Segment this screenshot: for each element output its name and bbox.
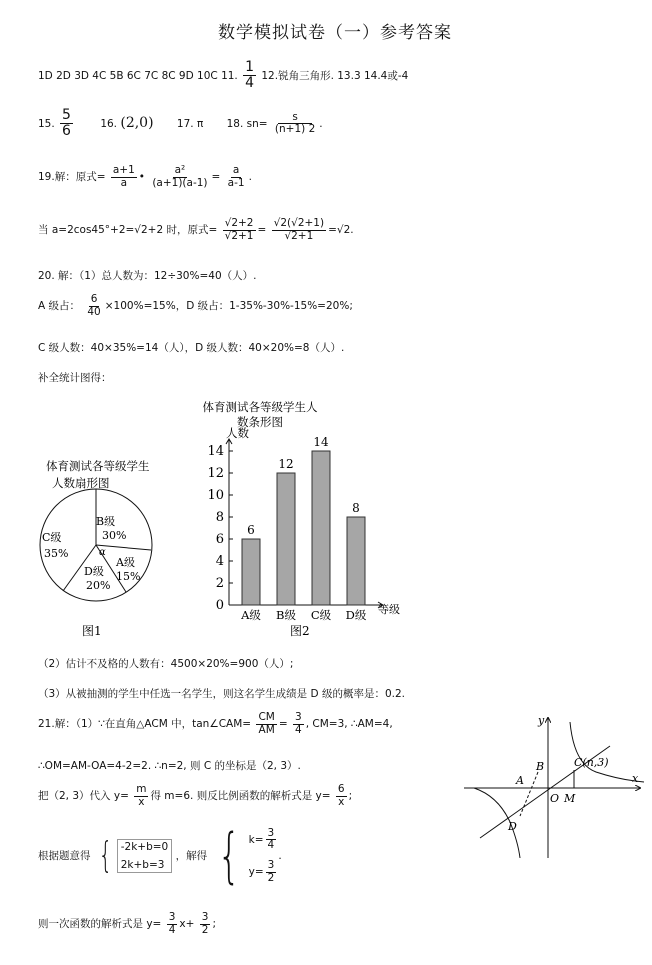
point-a-label: A <box>516 774 524 787</box>
function-graph <box>460 712 646 862</box>
q16-value: (2,0) <box>120 114 154 131</box>
bar <box>312 451 330 605</box>
y-tick-label: 2 <box>215 576 224 591</box>
bar-x-axis-label: 等级 <box>378 603 400 616</box>
q16-label: 16. <box>100 117 118 130</box>
category-label: B级 <box>276 608 296 622</box>
y-tick-label: 12 <box>207 466 224 481</box>
category-label: A级 <box>241 608 261 622</box>
q21-inverse-function: 把（2, 3）代入 y= $\frac{m}{x}$ 得 m=6. 则反比例函数的解析式是 y= $\frac{6}{x}$ ; <box>38 783 353 808</box>
page-title: 数学模拟试卷（一）参考答案 <box>218 23 452 43</box>
q20-counts: C 级人数：40×35%=14（人），D 级人数：40×20%=8（人）. <box>38 342 345 354</box>
pie-b-pct: 30% <box>102 529 127 542</box>
choice-answers: 1D 2D 3D 4C 5B 6C 7C 8C 9D 10C 11. <box>38 69 238 82</box>
y-axis-label: y <box>538 714 545 727</box>
q19-fraction-3: $\frac{a}{a-1}$ <box>227 164 245 189</box>
q12-14-answers: 12.锐角三角形. 13.3 14.4或-4 <box>261 69 409 82</box>
q11-fraction: $\frac{1}{4}$ <box>245 59 255 92</box>
equation-system: { -2k+b=0 2k+b=3 <box>94 838 172 874</box>
q21-slope-fraction: $\frac{3}{4}$ <box>168 911 176 936</box>
bar-value-label: 14 <box>313 435 329 449</box>
x-axis-label: x <box>632 772 639 785</box>
bar-chart <box>207 435 383 622</box>
q20-probability: （3）从被抽测的学生中任选一名学生，则这名学生成绩是 D 级的概率是：0.2. <box>38 688 405 700</box>
answers-line-1 <box>38 60 408 92</box>
bar-value-label: 12 <box>278 457 294 471</box>
q20-estimate: （2）估计不及格的人数有：4500×20%=900（人）; <box>38 658 294 670</box>
bar-title-2: 数条形图 <box>237 415 283 429</box>
q21-m-over-x: $\frac{m}{x}$ <box>136 783 147 808</box>
q15-fraction: $\frac{5}{6}$ <box>62 107 71 140</box>
q18-fraction: $\frac{s}{(n+1) 2}$ <box>274 110 316 136</box>
q21-intercept-fraction: $\frac{3}{2}$ <box>201 911 209 936</box>
q15-label: 15. <box>38 117 55 130</box>
q20-complete-chart: 补全统计图得： <box>38 372 112 384</box>
bar-title-1: 体育测试各等级学生人 <box>202 400 318 414</box>
point-d-label: D <box>508 820 517 833</box>
bar-caption: 图2 <box>290 624 310 638</box>
y-tick-label: 8 <box>215 510 224 525</box>
pie-c-pct: 35% <box>44 547 69 560</box>
q19-fraction-2: $\frac{\text{a²}}{(a+1)(a-1)}$ <box>152 164 208 189</box>
q18-label: 18. sn= <box>226 117 268 130</box>
q19-eval-fraction-2: $\frac{√2(√2+1)}{√2+1}$ <box>273 217 325 242</box>
category-label: C级 <box>310 608 332 622</box>
category-label: D级 <box>345 608 367 622</box>
q19-eval-fraction-1: $\frac{√2+2}{√2+1}$ <box>224 217 254 242</box>
pie-caption: 图1 <box>82 624 102 638</box>
q21-system: 根据题意得 { -2k+b=0 2k+b=3 ，解得 { k= $\frac{3}{4}$ y= $\frac{3}{2}$ . <box>38 821 282 891</box>
answers-line-2: 15. $\frac{5}{6}$ 16. (2,0) 17. π 18. sn= $\frac{s}{(n+1) 2}$ . <box>38 107 323 140</box>
q21-6-over-x: $\frac{6}{x}$ <box>337 783 345 808</box>
pie-chart <box>40 489 152 601</box>
bar <box>347 517 365 605</box>
pie-b-label: B级 <box>96 515 116 528</box>
y-tick-label: 6 <box>215 532 224 547</box>
bar <box>277 473 295 605</box>
pie-alpha-label: α <box>99 547 106 558</box>
y-tick-label: 0 <box>215 598 224 613</box>
q19-simplify: 19.解：原式= $\frac{a+1}{a}$ • $\frac{\text{a²}}{(a+1)(a-1)}$ = $\frac{a}{a-1}$ . <box>38 164 252 189</box>
q21-tan: 21.解：（1）∵在直角△ACM 中，tan∠CAM= $\frac{CM}{AM}$ = $\frac{3}{4}$ , CM=3, ∴AM=4, <box>38 711 393 736</box>
point-c-label: C(n,3) <box>574 756 609 769</box>
bar-value-label: 8 <box>352 501 360 515</box>
y-tick-label: 14 <box>207 444 224 459</box>
bar <box>242 539 260 605</box>
bar-y-axis-label: 人数 <box>226 426 249 440</box>
q21-linear-function: 则一次函数的解析式是 y= $\frac{3}{4}$ x+ $\frac{3}{2}$ ; <box>38 911 216 936</box>
q21-coordinates: ∴OM=AM-OA=4-2=2. ∴n=2, 则 C 的坐标是（2, 3）. <box>38 760 301 772</box>
y-tick-label: 10 <box>207 488 224 503</box>
q20-fraction: $\frac{6}{40}$ <box>87 293 101 318</box>
statistics-figure <box>38 395 418 645</box>
q20-percentages: A 级占： $\frac{6}{40}$ ×100%=15%，D 级占：1-35%-30%-15%=20%; <box>38 293 353 318</box>
pie-d-label: D级 <box>84 565 104 578</box>
pie-title-2: 人数扇形图 <box>52 476 110 490</box>
pie-d-pct: 20% <box>86 579 111 592</box>
q21-value-fraction: $\frac{3}{4}$ <box>295 711 302 736</box>
pie-title-1: 体育测试各等级学生 <box>46 459 150 473</box>
q20-total: 20. 解：（1）总人数为：12÷30%=40（人）. <box>38 270 257 282</box>
bar-value-label: 6 <box>247 523 255 537</box>
point-m-label: M <box>564 792 576 805</box>
pie-c-label: C级 <box>42 531 62 544</box>
origin-label: O <box>550 792 560 805</box>
point-b-label: B <box>536 760 545 773</box>
y-tick-label: 4 <box>215 554 224 569</box>
q17-answer: 17. π <box>176 117 204 130</box>
q21-ratio-fraction: $\frac{CM}{AM}$ <box>258 711 275 736</box>
solution-system: { k= $\frac{3}{4}$ y= $\frac{3}{2}$ <box>218 821 275 891</box>
pie-a-label: A级 <box>116 556 135 569</box>
q19-evaluate: 当 a=2cos45°+2=√2+2 时，原式= $\frac{√2+2}{√2+1}$ = $\frac{√2(√2+1)}{√2+1}$ =√2. <box>38 217 354 242</box>
q19-fraction-1: $\frac{a+1}{a}$ <box>112 164 135 189</box>
pie-a-pct: 15% <box>116 570 141 583</box>
